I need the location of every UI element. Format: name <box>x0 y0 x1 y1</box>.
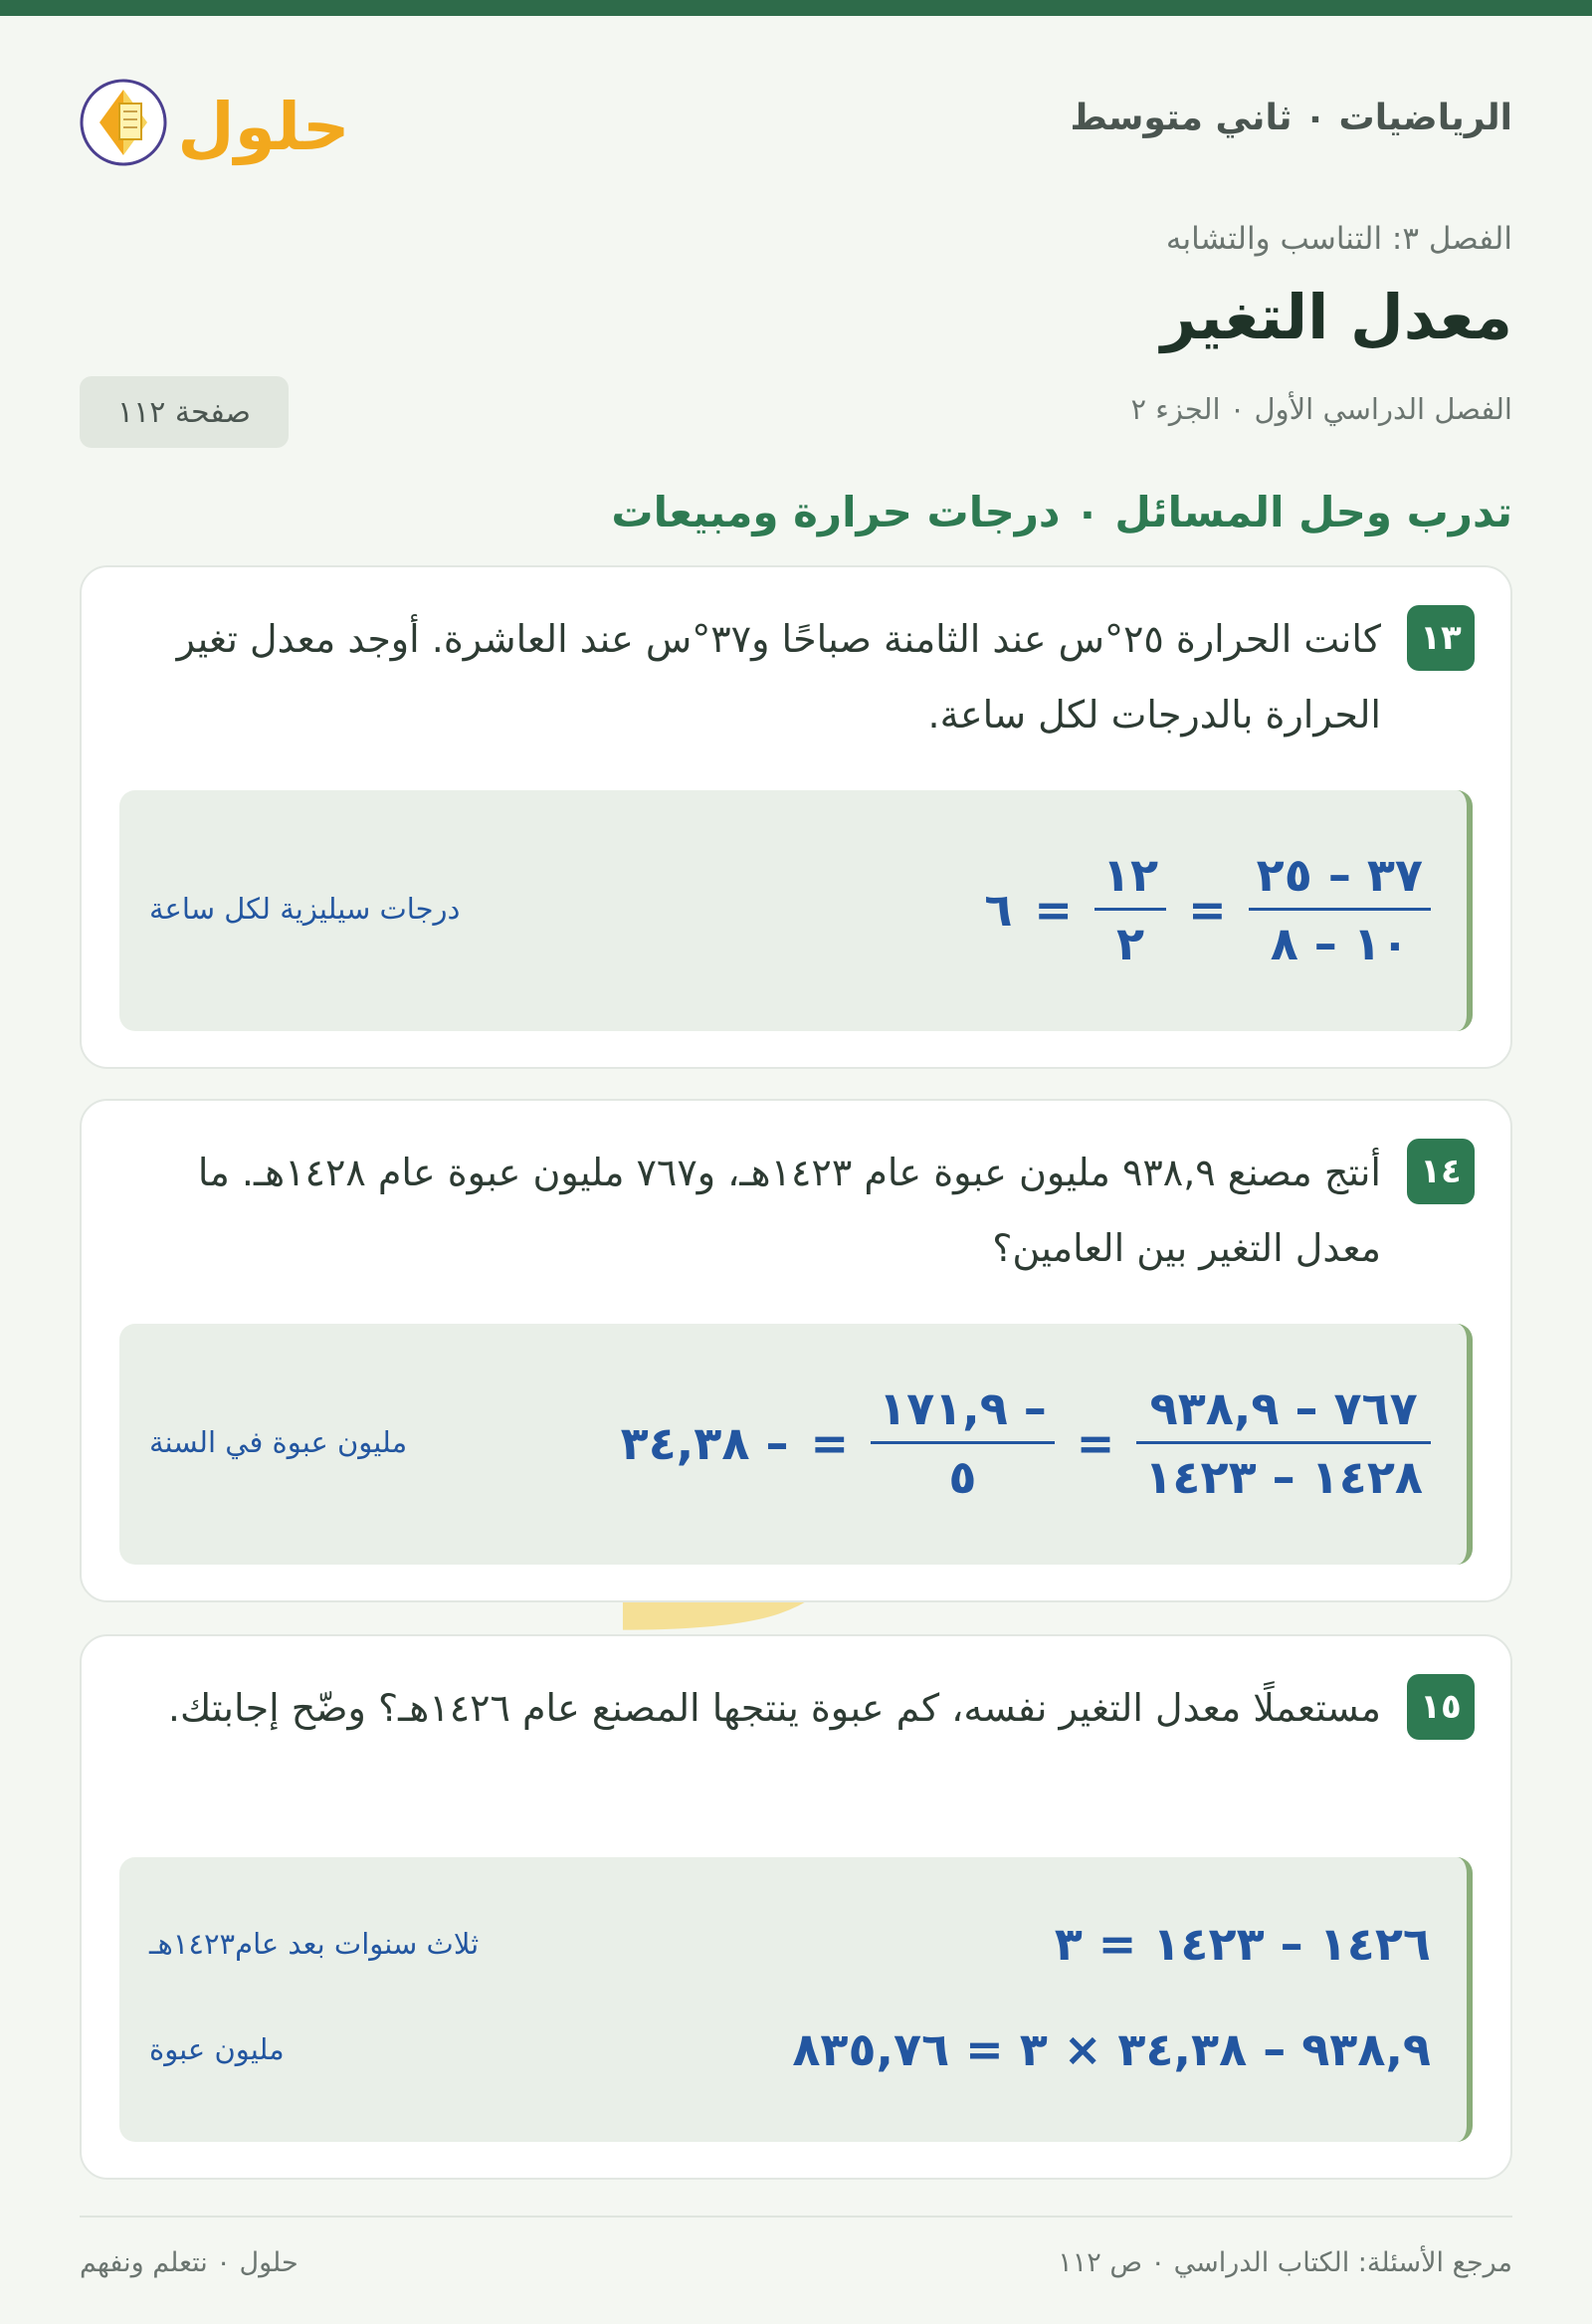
fraction-denominator: ١٠ – ٨ <box>1270 917 1409 970</box>
result-value: ٦ <box>984 882 1013 937</box>
fraction-numerator: – ١٧١,٩ <box>879 1381 1047 1435</box>
footer-brand: حلول ٠ نتعلم ونفهم <box>80 2247 298 2278</box>
hulul-logo <box>80 68 358 177</box>
fraction <box>1136 1381 1431 1504</box>
question-card-14 <box>80 1099 1512 1602</box>
term-label: الفصل الدراسي الأول ٠ الجزء ٢ <box>1130 392 1512 426</box>
unit-label: مليون عبوة في السنة <box>149 1425 408 1459</box>
question-text: كانت الحرارة ٢٥°س عند الثامنة صباحًا و٣٧°س عند العاشرة. أوجد معدل تغير الحرارة بالدرجات لكل ساعة. <box>176 617 1381 737</box>
fraction <box>871 1381 1055 1504</box>
question-card-13 <box>80 565 1512 1069</box>
solution-box <box>119 790 1473 1031</box>
fraction-numerator: ٣٧ – ٢٥ <box>1256 848 1423 902</box>
footer-divider <box>80 2216 1512 2218</box>
page-number-badge: صفحة ١١٢ <box>80 376 289 448</box>
question-text: مستعملًا معدل التغير نفسه، كم عبوة ينتجها المصنع عام ١٤٢٦هـ؟ وضّح إجابتك. <box>167 1686 1381 1730</box>
fraction-bar <box>1136 1441 1431 1444</box>
page-title: معدل التغير <box>1160 281 1512 353</box>
fraction-bar <box>1094 908 1166 911</box>
section-heading: تدرب وحل المسائل ٠ درجات حرارة ومبيعات <box>611 488 1512 536</box>
solution-line-2: ٩٣٨,٩ – ٣٤,٣٨ × ٣ = ٨٣٥,٧٦ <box>792 2022 1431 2076</box>
question-number-badge: ١٥ <box>1407 1674 1475 1740</box>
fraction-denominator: ٢ <box>1116 917 1145 970</box>
fraction-denominator: ٥ <box>948 1450 977 1504</box>
subject-grade: الرياضيات ٠ ثاني متوسط <box>1070 98 1512 138</box>
question-text: أنتج مصنع ٩٣٨,٩ مليون عبوة عام ١٤٢٣هـ، و٧٦٧ مليون عبوة عام ١٤٢٨هـ. ما معدل التغير بين العامين؟ <box>197 1151 1381 1270</box>
solution-equation <box>621 1381 1431 1504</box>
svg-text:حلول: حلول <box>177 89 350 165</box>
solution-note-1: ثلاث سنوات بعد عام١٤٢٣هـ <box>149 1927 480 1961</box>
fraction-bar <box>871 1441 1055 1444</box>
fraction-numerator: ٧٦٧ – ٩٣٨,٩ <box>1149 1381 1418 1435</box>
solution-note-2: مليون عبوة <box>149 2032 285 2066</box>
unit-label: درجات سيليزية لكل ساعة <box>149 892 461 926</box>
equals-sign: = <box>1188 882 1227 937</box>
question-number-badge: ١٣ <box>1407 605 1475 671</box>
fraction <box>1094 848 1166 970</box>
equals-sign: = <box>1034 882 1073 937</box>
solution-equation <box>984 848 1431 970</box>
result-value: – ٣٤,٣٨ <box>620 1415 789 1470</box>
solution-line-1: ١٤٢٦ – ١٤٢٣ = ٣ <box>1054 1917 1431 1971</box>
fraction-numerator: ١٢ <box>1101 848 1159 902</box>
question-card-15 <box>80 1634 1512 2180</box>
chapter-title: الفصل ٣: التناسب والتشابه <box>1165 221 1512 257</box>
question-number-badge: ١٤ <box>1407 1139 1475 1204</box>
equals-sign: = <box>810 1415 849 1470</box>
solution-box <box>119 1857 1473 2142</box>
equals-sign: = <box>1076 1415 1115 1470</box>
footer-reference: مرجع الأسئلة: الكتاب الدراسي ٠ ص ١١٢ <box>1058 2247 1512 2278</box>
fraction-denominator: ١٤٢٨ – ١٤٢٣ <box>1144 1450 1423 1504</box>
top-accent-bar <box>0 0 1592 16</box>
fraction <box>1249 848 1431 970</box>
fraction-bar <box>1249 908 1431 911</box>
solution-box <box>119 1324 1473 1565</box>
